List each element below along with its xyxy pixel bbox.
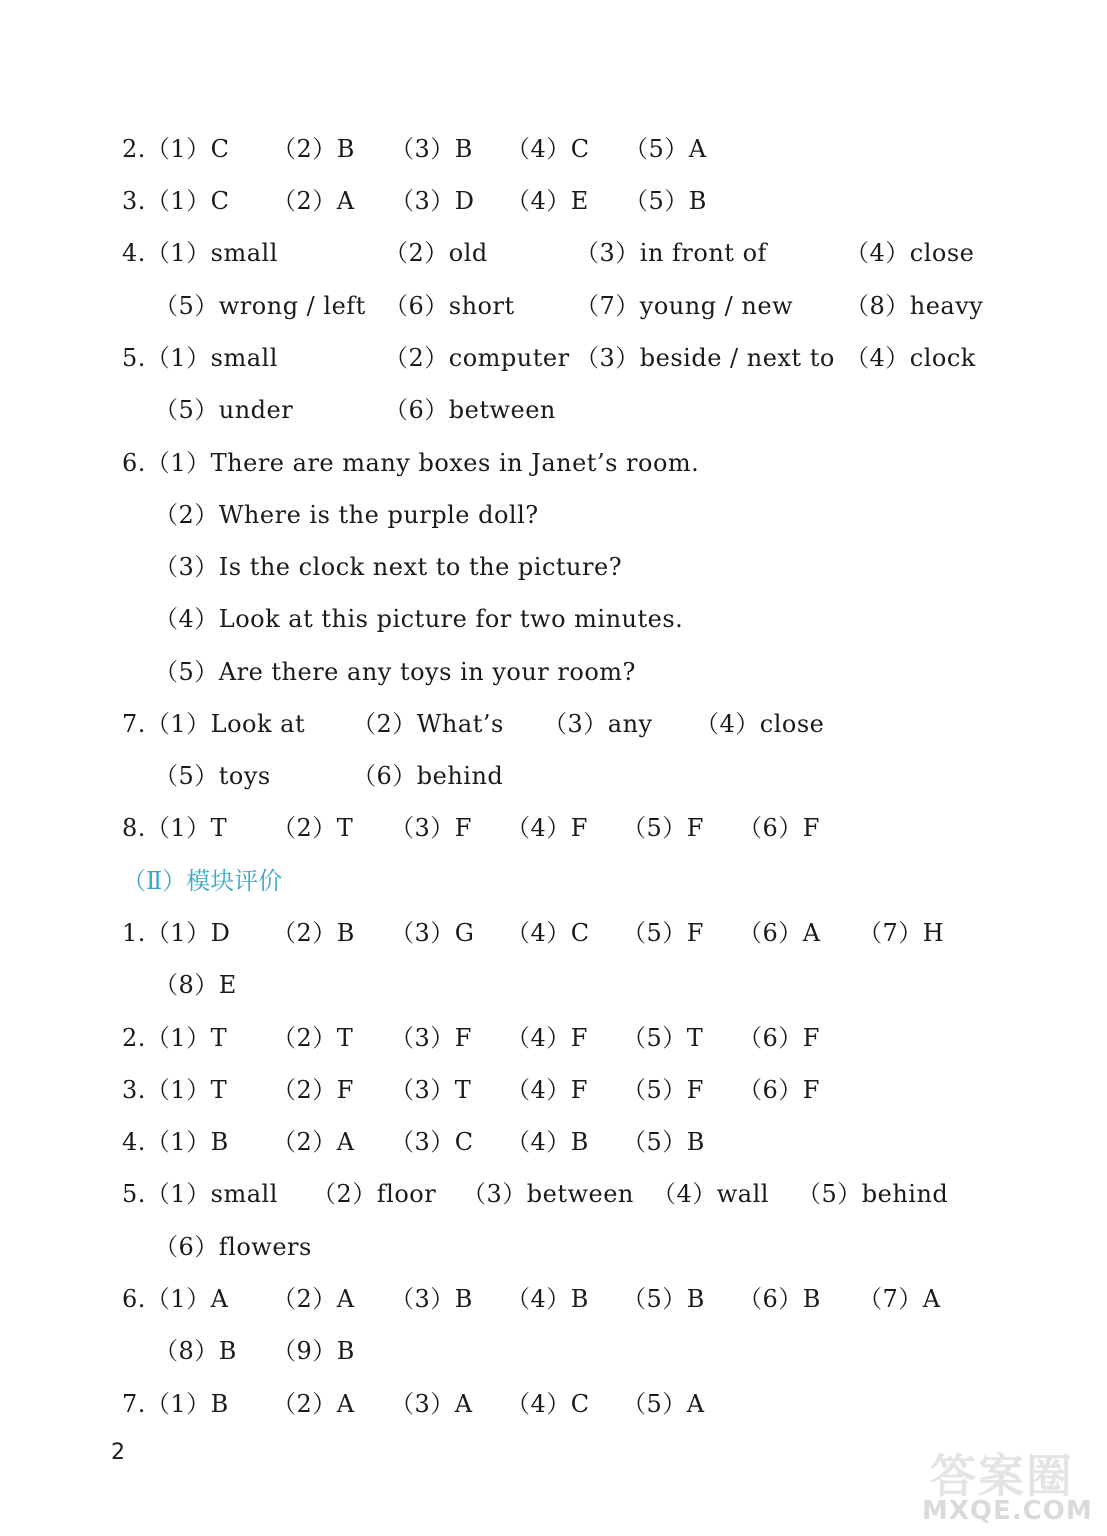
page-number: 2	[111, 1440, 125, 1465]
answer-item: （5）B	[622, 1128, 705, 1156]
answer-item: （7）A	[858, 1285, 941, 1313]
answer-item: （2）old	[384, 239, 488, 267]
answer-item: （5）behind	[797, 1180, 949, 1208]
answer-item: （5）under	[154, 396, 294, 424]
answer-item: （4）C	[506, 1390, 590, 1418]
answer-item: 4.（1）B	[122, 1128, 229, 1156]
answer-item: 2.（1）T	[122, 1024, 228, 1052]
answer-item: （3）B	[390, 1285, 473, 1313]
answer-item: （4）clock	[845, 344, 976, 372]
answer-item: （5）F	[622, 814, 704, 842]
answer-item: （5）B	[624, 187, 707, 215]
answer-item: 2.（1）C	[122, 135, 230, 163]
answer-item: （4）C	[506, 135, 590, 163]
answer-item: （5）Are there any toys in your room?	[154, 658, 636, 686]
watermark-domain: MXQE.COM	[922, 1496, 1093, 1526]
answer-item: （4）Look at this picture for two minutes.	[154, 605, 684, 633]
answer-item: 6.（1）A	[122, 1285, 229, 1313]
answer-item: 6.（1）There are many boxes in Janet’s room.	[122, 449, 700, 477]
answer-item: （4）close	[695, 710, 825, 738]
answer-item: （2）floor	[312, 1180, 437, 1208]
answer-item: （4）close	[845, 239, 975, 267]
answer-item: （2）T	[272, 1024, 354, 1052]
answer-item: 3.（1）T	[122, 1076, 228, 1104]
answer-item: （6）between	[384, 396, 556, 424]
answer-item: （5）toys	[154, 762, 271, 790]
answer-item: （6）B	[738, 1285, 821, 1313]
answer-item: （5）F	[622, 1076, 704, 1104]
answer-item: （9）B	[272, 1337, 355, 1365]
answer-item: （3）in front of	[575, 239, 767, 267]
answer-item: （3）beside / next to	[575, 344, 835, 372]
answer-item: 5.（1）small	[122, 1180, 278, 1208]
answer-item: （5）A	[622, 1390, 705, 1418]
answer-item: （6）F	[738, 814, 820, 842]
answer-item: （4）wall	[652, 1180, 769, 1208]
answer-item: （2）Where is the purple doll?	[154, 501, 539, 529]
answer-item: （4）C	[506, 919, 590, 947]
answer-item: （3）A	[390, 1390, 473, 1418]
answer-item: （3）D	[390, 187, 475, 215]
answer-item: 7.（1）B	[122, 1390, 229, 1418]
answer-item: （3）C	[390, 1128, 474, 1156]
answer-item: （4）F	[506, 1024, 588, 1052]
answer-item: （3）any	[543, 710, 653, 738]
answer-item: （3）B	[390, 135, 473, 163]
answer-item: （4）B	[506, 1128, 589, 1156]
answer-item: （7）young / new	[575, 292, 794, 320]
answer-item: （3）Is the clock next to the picture?	[154, 553, 623, 581]
answer-item: （2）F	[272, 1076, 354, 1104]
answer-item: （4）B	[506, 1285, 589, 1313]
answer-item: 7.（1）Look at	[122, 710, 306, 738]
answer-item: （7）H	[858, 919, 945, 947]
answer-item: （5）wrong / left	[154, 292, 366, 320]
answer-item: 3.（1）C	[122, 187, 230, 215]
answer-item: （2）A	[272, 1285, 355, 1313]
answer-item: （3）T	[390, 1076, 472, 1104]
answer-item: （2）What’s	[352, 710, 504, 738]
answer-item: （6）behind	[352, 762, 504, 790]
answer-item: （3）G	[390, 919, 475, 947]
answer-item: （5）F	[622, 919, 704, 947]
answer-item: （5）B	[622, 1285, 705, 1313]
answer-item: （2）A	[272, 1128, 355, 1156]
answer-item: （6）F	[738, 1024, 820, 1052]
answer-item: （2）A	[272, 187, 355, 215]
answer-item: 5.（1）small	[122, 344, 278, 372]
answer-item: （8）E	[154, 971, 237, 999]
answer-item: （5）A	[624, 135, 707, 163]
answer-item: （6）A	[738, 919, 821, 947]
watermark-logo	[920, 1440, 1100, 1532]
answer-item: （3）between	[462, 1180, 634, 1208]
answer-item: （2）T	[272, 814, 354, 842]
answer-item: 1.（1）D	[122, 919, 231, 947]
answer-item: （6）flowers	[154, 1233, 312, 1261]
answer-item: （4）F	[506, 814, 588, 842]
watermark-chinese: 答案圈	[930, 1449, 1074, 1503]
answer-item: 4.（1）small	[122, 239, 278, 267]
answer-item: （6）F	[738, 1076, 820, 1104]
answer-item: （3）F	[390, 1024, 472, 1052]
answer-item: （2）A	[272, 1390, 355, 1418]
section-heading: （Ⅱ）模块评价	[122, 867, 283, 895]
answer-item: （4）E	[506, 187, 589, 215]
answer-item: （3）F	[390, 814, 472, 842]
answer-item: （4）F	[506, 1076, 588, 1104]
answer-item: （8）heavy	[845, 292, 984, 320]
answer-item: 8.（1）T	[122, 814, 228, 842]
answer-item: （8）B	[154, 1337, 237, 1365]
answer-item: （2）computer	[384, 344, 570, 372]
answer-item: （5）T	[622, 1024, 704, 1052]
answer-item: （2）B	[272, 135, 355, 163]
answer-item: （6）short	[384, 292, 515, 320]
answer-item: （2）B	[272, 919, 355, 947]
